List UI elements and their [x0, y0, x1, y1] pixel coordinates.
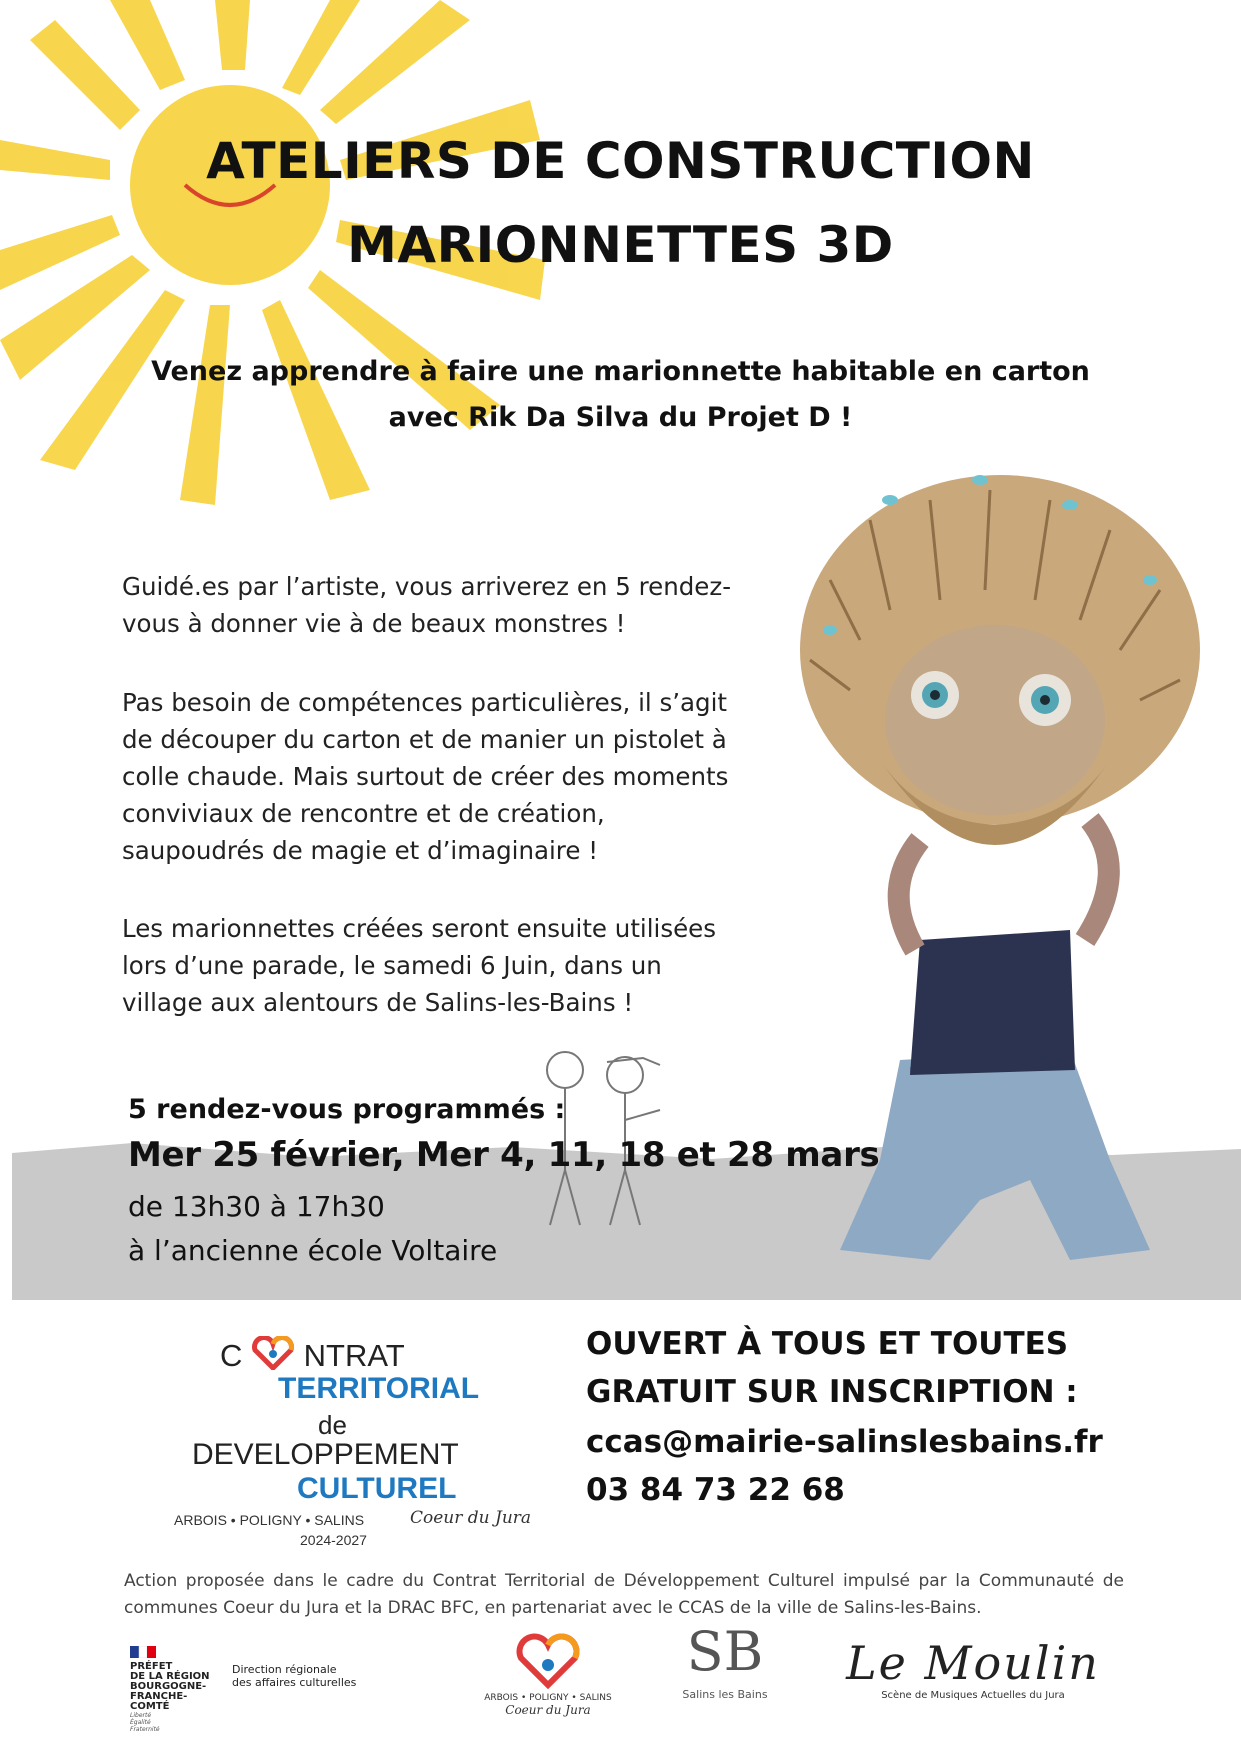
paragraph-line: colle chaude. Mais surtout de créer des moments [122, 762, 729, 791]
schedule-time: de 13h30 à 17h30 [128, 1190, 385, 1223]
contract-logo-de: de [318, 1410, 347, 1440]
prefet-line: PRÉFET [130, 1661, 173, 1672]
sb-name: Salins les Bains [682, 1688, 768, 1701]
paragraph-line: Guidé.es par l’artiste, vous arriverez en 5 rendez- [122, 572, 732, 601]
contract-logo-developpement: DEVELOPPEMENT [192, 1438, 459, 1471]
contract-logo-line-1 [220, 1336, 405, 1374]
paragraph-3 [122, 910, 772, 1021]
moulin-name: Le Moulin [846, 1636, 1100, 1690]
drac-line: des affaires culturelles [232, 1676, 357, 1689]
kids-sketch-illustration [525, 1020, 670, 1235]
prefet-motto: Liberté Égalité Fraternité [130, 1712, 160, 1733]
coeur-du-jura-logo [478, 1633, 618, 1717]
salins-les-bains-logo [680, 1622, 770, 1701]
prefet-line: FRANCHE-COMTÉ [130, 1691, 188, 1712]
paragraph-2 [122, 684, 772, 869]
info-open-to-all: OUVERT À TOUS ET TOUTES [586, 1326, 1069, 1362]
paragraph-line: village aux alentours de Salins-les-Bains ! [122, 988, 634, 1017]
paragraph-line: saupoudrés de magie et d’imaginaire ! [122, 836, 599, 865]
title-line-1: ATELIERS DE CONSTRUCTION [206, 132, 1035, 190]
contract-logo-towns: ARBOIS • POLIGNY • SALINS [174, 1512, 365, 1528]
ccj-towns: ARBOIS • POLIGNY • SALINS [484, 1693, 612, 1703]
drac-logo-text [232, 1663, 356, 1689]
contract-logo-culturel: CULTUREL [297, 1472, 457, 1505]
drac-line: Direction régionale [232, 1663, 337, 1676]
le-moulin-logo [838, 1636, 1108, 1701]
schedule-place: à l’ancienne école Voltaire [128, 1234, 498, 1267]
paragraph-line: de découper du carton et de manier un pistolet à [122, 725, 727, 754]
info-free-registration: GRATUIT SUR INSCRIPTION : [586, 1374, 1078, 1410]
schedule-label: 5 rendez-vous programmés : [128, 1094, 566, 1125]
contract-logo-ntrat: NTRAT [303, 1338, 405, 1373]
prefet-line: BOURGOGNE- [130, 1681, 207, 1692]
contract-logo-coeur: Coeur du Jura [410, 1508, 532, 1528]
prefet-logo [130, 1643, 220, 1733]
contract-logo-years: 2024-2027 [300, 1532, 367, 1548]
contract-logo-c: C [220, 1338, 243, 1373]
heart-icon [251, 1336, 295, 1370]
moulin-sub: Scène de Musiques Actuelles du Jura [881, 1690, 1065, 1701]
paragraph-line: lors d’une parade, le samedi 6 Juin, dans un [122, 951, 662, 980]
contract-logo-territorial: TERRITORIAL [278, 1372, 480, 1405]
info-phone: 03 84 73 22 68 [586, 1472, 845, 1508]
title-line-2: MARIONNETTES 3D [347, 216, 894, 274]
ccj-name: Coeur du Jura [505, 1703, 591, 1717]
french-flag-icon [130, 1646, 156, 1658]
paragraph-line: vous à donner vie à de beaux monstres ! [122, 609, 626, 638]
schedule-dates: Mer 25 février, Mer 4, 11, 18 et 28 mars [128, 1135, 880, 1175]
coeur-du-jura-heart-icon [513, 1633, 583, 1689]
paragraph-line: Les marionnettes créées seront ensuite utilisées [122, 914, 717, 943]
footer-note: Action proposée dans le cadre du Contrat Territorial de Développement Culturel impulsé par la Communauté de communes Coeur du Jura et la DRAC BFC, en partenariat avec le CCAS de la ville de Salins-les-Bains. [124, 1571, 1124, 1618]
paragraph-line: conviviaux de rencontre et de création, [122, 799, 605, 828]
subtitle-line-1: Venez apprendre à faire une marionnette habitable en carton [151, 356, 1090, 387]
sb-letters: SB [686, 1620, 764, 1683]
paragraph-1 [122, 568, 772, 642]
subtitle-line-2: avec Rik Da Silva du Projet D ! [388, 402, 853, 433]
paragraph-line: Pas besoin de compétences particulières, il s’agit [122, 688, 728, 717]
prefet-line: DE LA RÉGION [130, 1671, 210, 1682]
info-email-link[interactable]: ccas@mairie-salinslesbains.fr [586, 1424, 1103, 1460]
